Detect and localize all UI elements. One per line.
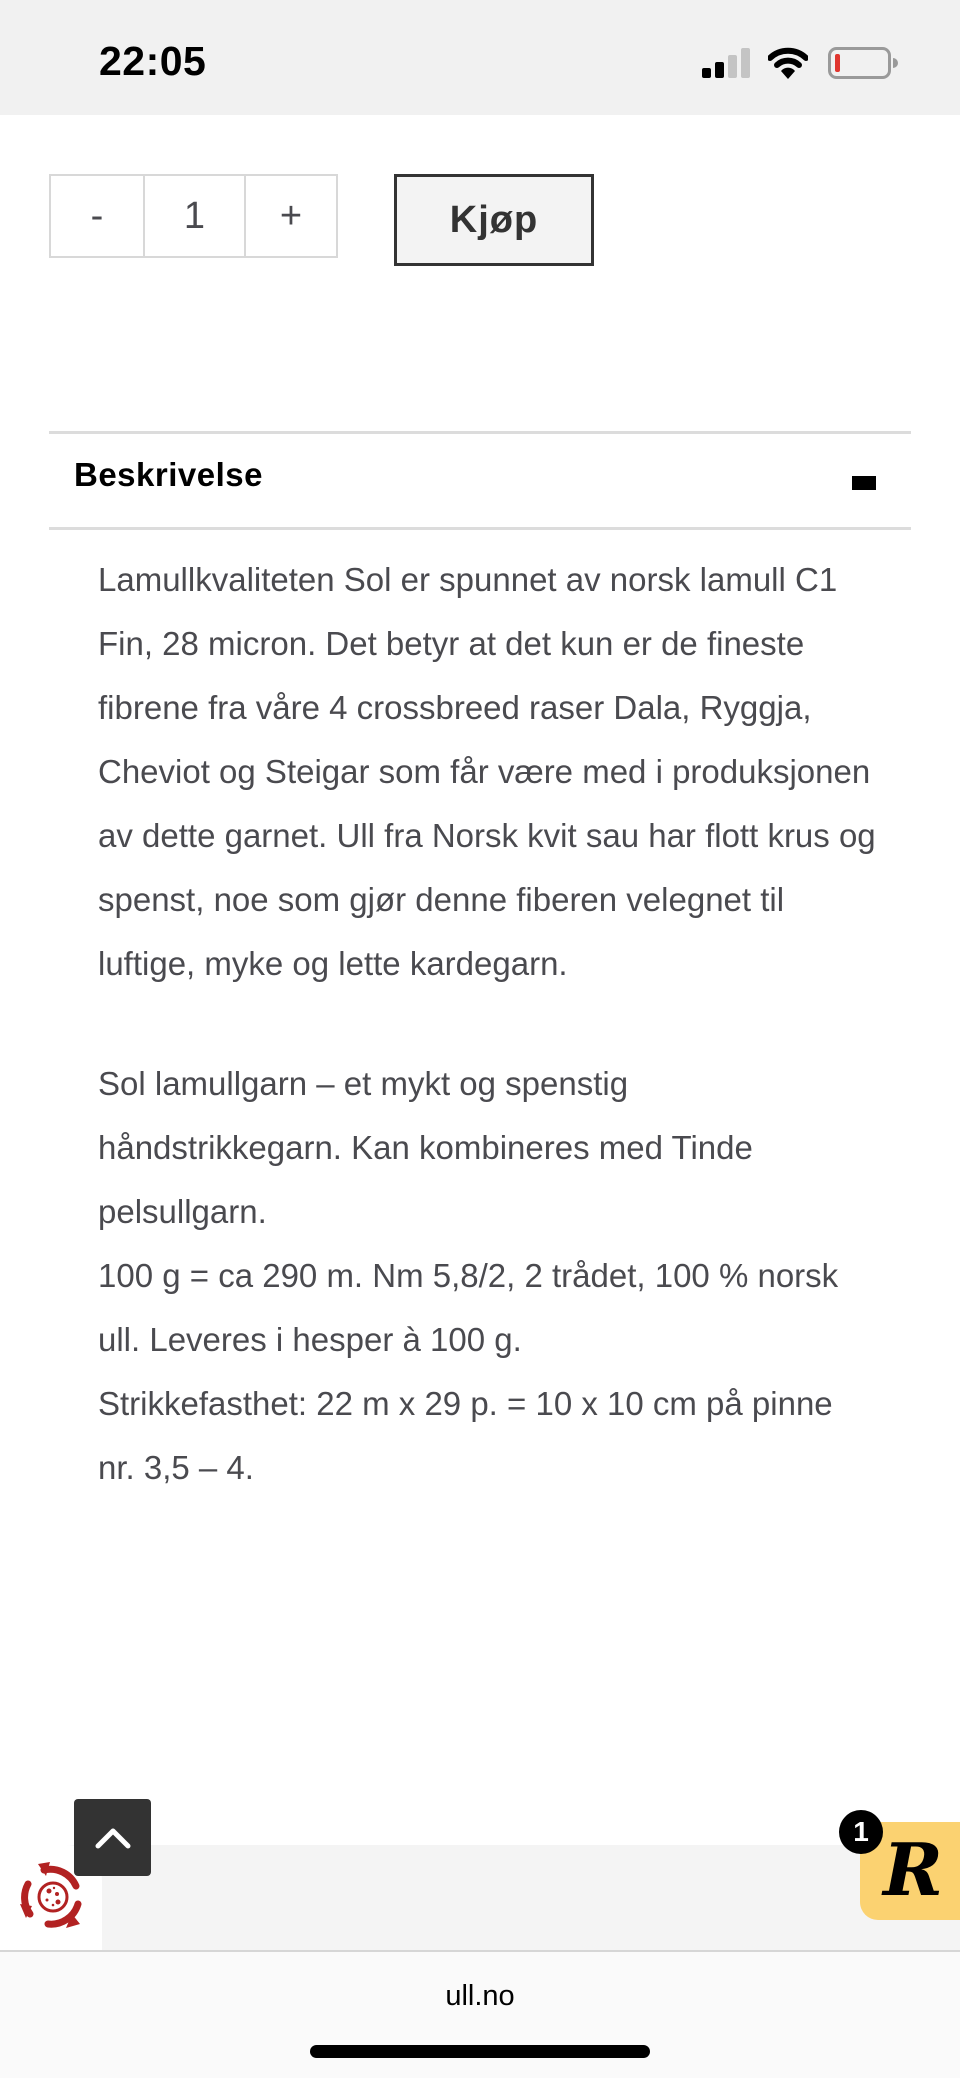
quantity-input[interactable]: 1: [145, 176, 246, 256]
home-indicator[interactable]: [310, 2045, 650, 2058]
battery-low-icon: [828, 47, 898, 79]
status-time: 22:05: [99, 38, 207, 84]
minus-icon[interactable]: [852, 476, 876, 490]
chevron-up-icon: [94, 1826, 132, 1850]
buy-button[interactable]: Kjøp: [394, 174, 594, 266]
url-text[interactable]: ull.no: [445, 1980, 515, 2012]
description-paragraph: 100 g = ca 290 m. Nm 5,8/2, 2 trådet, 100 % norsk ull. Leveres i hesper à 100 g.: [98, 1257, 839, 1358]
divider: [49, 527, 911, 530]
status-bar: [0, 0, 960, 115]
script-r-icon: R: [883, 1827, 943, 1912]
wifi-icon: [768, 46, 808, 80]
quantity-stepper: [49, 174, 338, 258]
decrement-button[interactable]: -: [51, 176, 145, 256]
description-paragraph: Lamullkvaliteten Sol er spunnet av norsk lamull C1 Fin, 28 micron. Det betyr at det kun er de fineste fibrene fra våre 4 crossbreed raser Dala, Ryggja, Cheviot og Steigar som får være med i produksjonen av dette garnet. Ull fra Norsk kvit sau har flott krus og spenst, noe som gjør denne fiberen velegnet til luftige, myke og lette kardegarn.: [98, 561, 876, 982]
cellular-signal-icon: [702, 48, 752, 78]
increment-button[interactable]: +: [246, 176, 336, 256]
accordion-title: Beskrivelse: [74, 456, 263, 493]
scroll-to-top-button[interactable]: [74, 1799, 151, 1876]
description-paragraph: Strikkefasthet: 22 m x 29 p. = 10 x 10 cm på pinne nr. 3,5 – 4.: [98, 1385, 833, 1486]
description-body: [98, 548, 878, 1500]
browser-address-bar[interactable]: [0, 1950, 960, 2078]
divider: [49, 431, 911, 434]
description-paragraph: Sol lamullgarn – et mykt og spenstig håndstrikkegarn. Kan kombineres med Tinde pelsullgarn.: [98, 1065, 753, 1230]
notification-badge: 1: [839, 1810, 883, 1854]
